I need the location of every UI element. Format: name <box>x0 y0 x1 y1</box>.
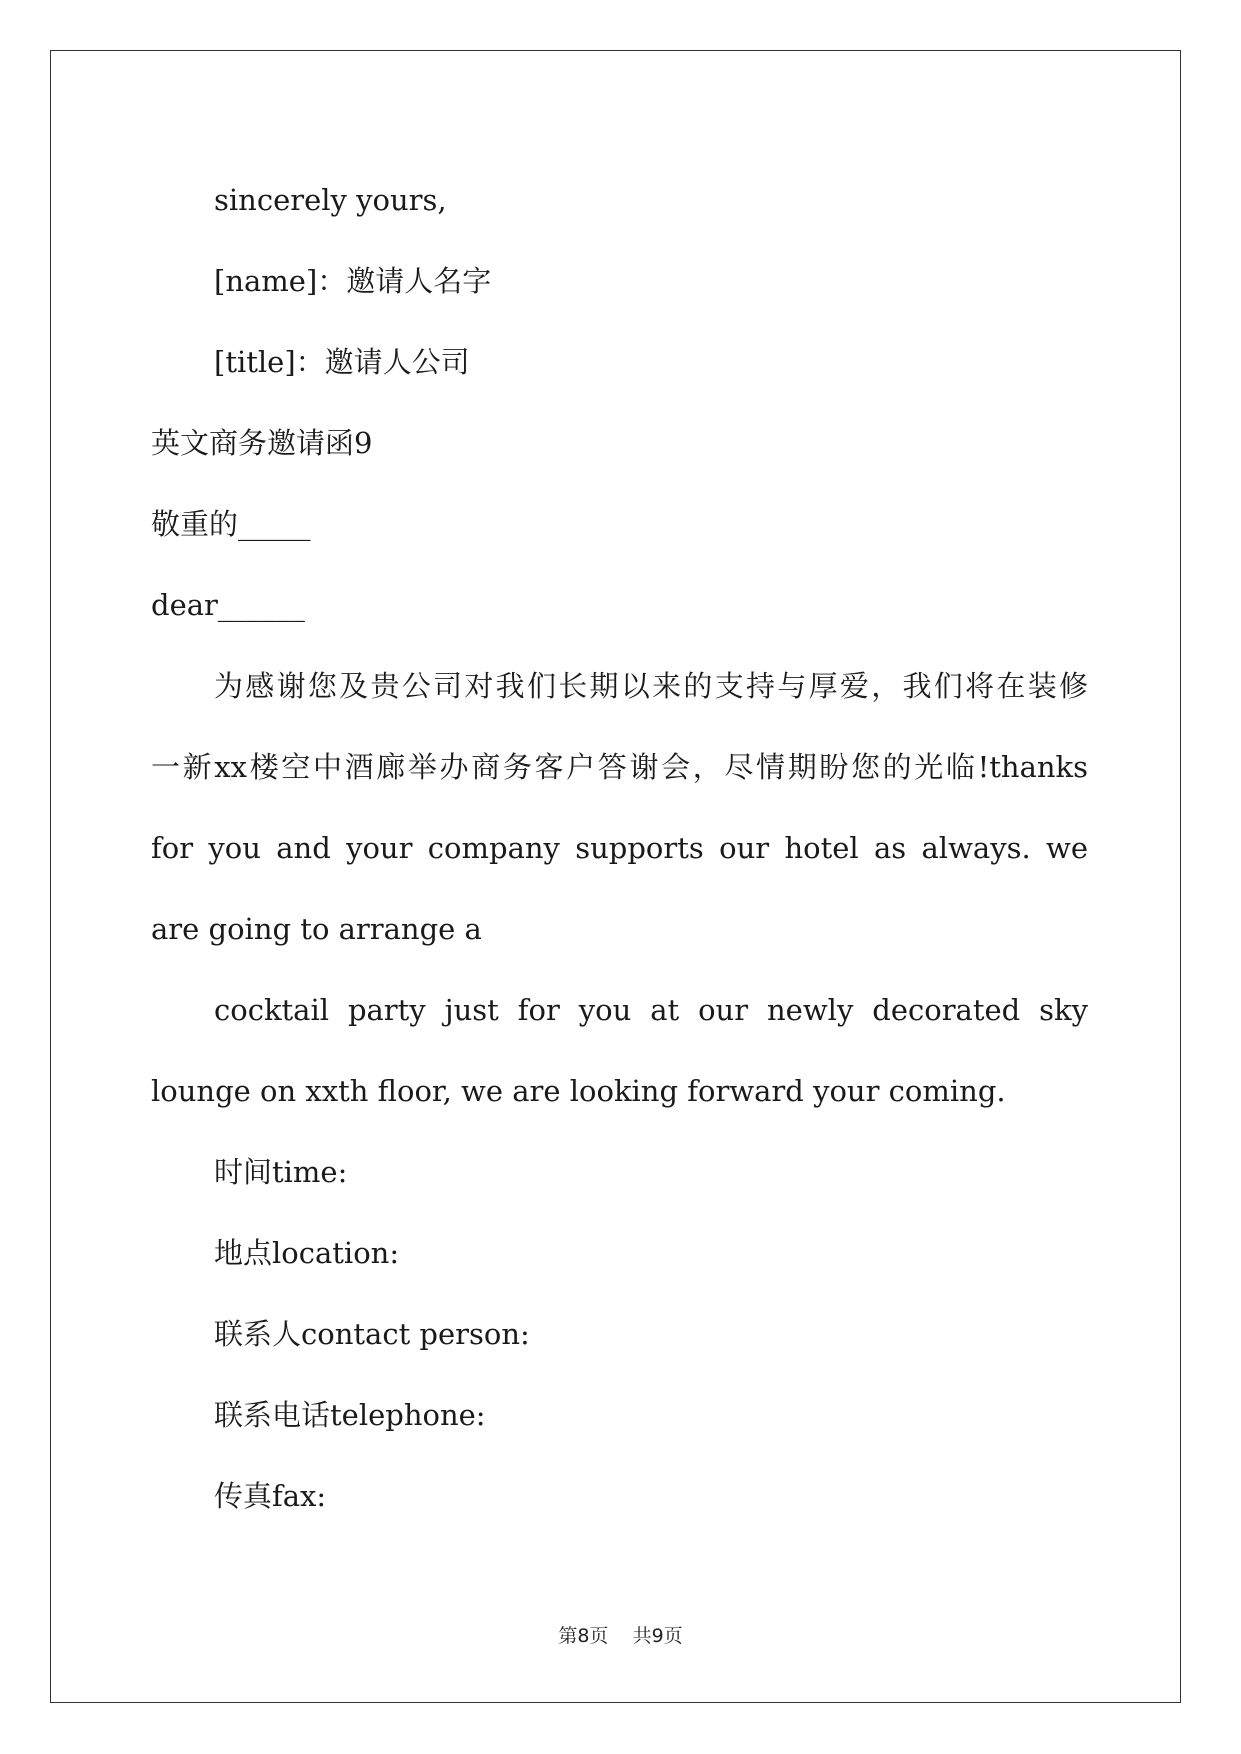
paragraph-line: sincerely yours, <box>214 183 447 217</box>
paragraph-line: 联系人contact person: <box>214 1317 530 1351</box>
paragraph-line: 敬重的_____ <box>151 507 311 541</box>
page-footer <box>0 1621 1241 1648</box>
paragraph-line: are going to arrange a <box>151 912 482 946</box>
paragraph-line: 联系电话telephone: <box>214 1398 486 1432</box>
page-number: 第8页 <box>558 1625 609 1647</box>
paragraph-line: 为感谢您及贵公司对我们长期以来的支持与厚爱，我们将在装修 <box>214 669 1088 703</box>
paragraph-line: 传真fax: <box>214 1479 327 1513</box>
paragraph-line: for you and your company supports our hotel as always. we <box>151 831 1088 865</box>
document-body <box>151 160 1088 1537</box>
paragraph-line: 英文商务邀请函9 <box>151 426 373 460</box>
paragraph-line: 一新xx楼空中酒廊举办商务客户答谢会，尽情期盼您的光临!thanks <box>151 750 1088 784</box>
paragraph-line: 时间time: <box>214 1155 348 1189</box>
paragraph-line: [title]：邀请人公司 <box>214 345 470 379</box>
paragraph-line: cocktail party just for you at our newly decorated sky <box>214 993 1088 1027</box>
page-total: 共9页 <box>632 1625 683 1647</box>
paragraph-line: lounge on xxth floor, we are looking forward your coming. <box>151 1074 1006 1108</box>
paragraph-line: [name]：邀请人名字 <box>214 264 492 298</box>
paragraph-line: 地点location: <box>214 1236 400 1270</box>
paragraph-line: dear______ <box>151 588 305 622</box>
